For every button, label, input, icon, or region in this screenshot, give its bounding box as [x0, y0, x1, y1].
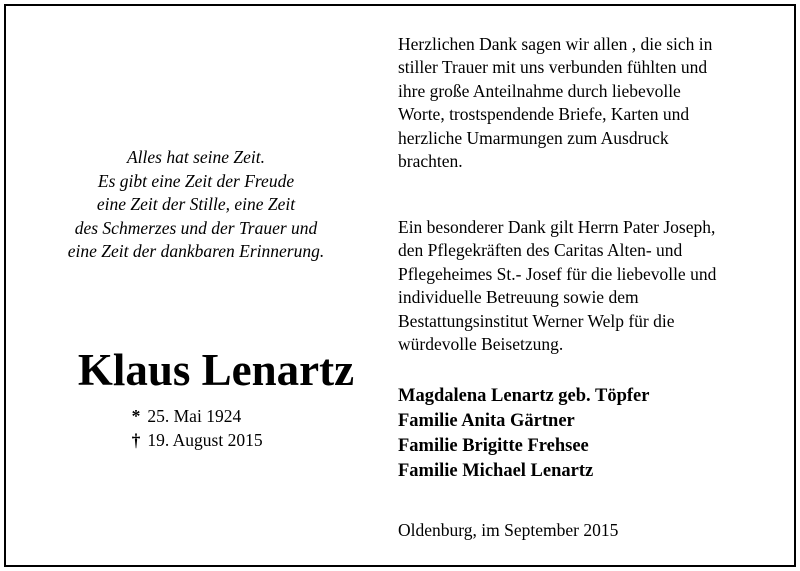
thanks-line: Ein besonderer Dank gilt Herrn Pater Joseph, [398, 217, 716, 237]
thanks-line: stiller Trauer mit uns verbunden fühlten und [398, 57, 708, 78]
death-symbol: † [131, 429, 141, 450]
poem-line: Es gibt eine Zeit der Freude [97, 170, 295, 191]
thanks-line: herzliche Umarmungen zum Ausdruck [398, 127, 669, 148]
thanks-line: Pflegeheimes St.- Josef für die liebevolle und [398, 263, 717, 284]
thanks-line: Bestattungsinstitut Werner Welp für die [398, 310, 675, 331]
thanks-line: ihre große Anteilnahme durch liebevolle [398, 80, 681, 101]
thanks-line: brachten. [398, 151, 463, 172]
birth-date: 25. Mai 1924 [147, 406, 242, 426]
deceased-name: Klaus Lenartz [77, 345, 355, 395]
family-line: Familie Michael Lenartz [398, 461, 594, 481]
family-line: Magdalena Lenartz geb. Töpfer [398, 386, 650, 406]
poem [28, 146, 364, 264]
thanks-special [398, 216, 783, 356]
birth-symbol: * [131, 406, 141, 426]
poem-line: eine Zeit der Stille, eine Zeit [96, 194, 296, 214]
family-signatures [398, 384, 783, 484]
thanks-line: Worte, trostspendende Briefe, Karten und [398, 104, 690, 125]
thanks-line: individuelle Betreuung sowie dem [398, 287, 639, 308]
poem-line: eine Zeit der dankbaren Erinnerung. [67, 241, 325, 261]
place-date: Oldenburg, im September 2015 [398, 520, 619, 540]
death-date: 19. August 2015 [147, 429, 263, 450]
thanks-line: den Pflegekräften des Caritas Alten- und [398, 240, 683, 261]
poem-line: Alles hat seine Zeit. [126, 147, 266, 167]
birth-row [129, 405, 263, 429]
life-dates [129, 405, 263, 452]
thanks-general [398, 33, 783, 173]
death-row [129, 429, 263, 453]
family-line: Familie Anita Gärtner [398, 411, 575, 431]
thanks-line: würdevolle Beisetzung. [398, 334, 564, 355]
family-line: Familie Brigitte Frehsee [398, 436, 589, 456]
thanks-line: Herzlichen Dank sagen wir allen , die sich in [398, 34, 713, 54]
poem-line: des Schmerzes und der Trauer und [74, 217, 318, 238]
